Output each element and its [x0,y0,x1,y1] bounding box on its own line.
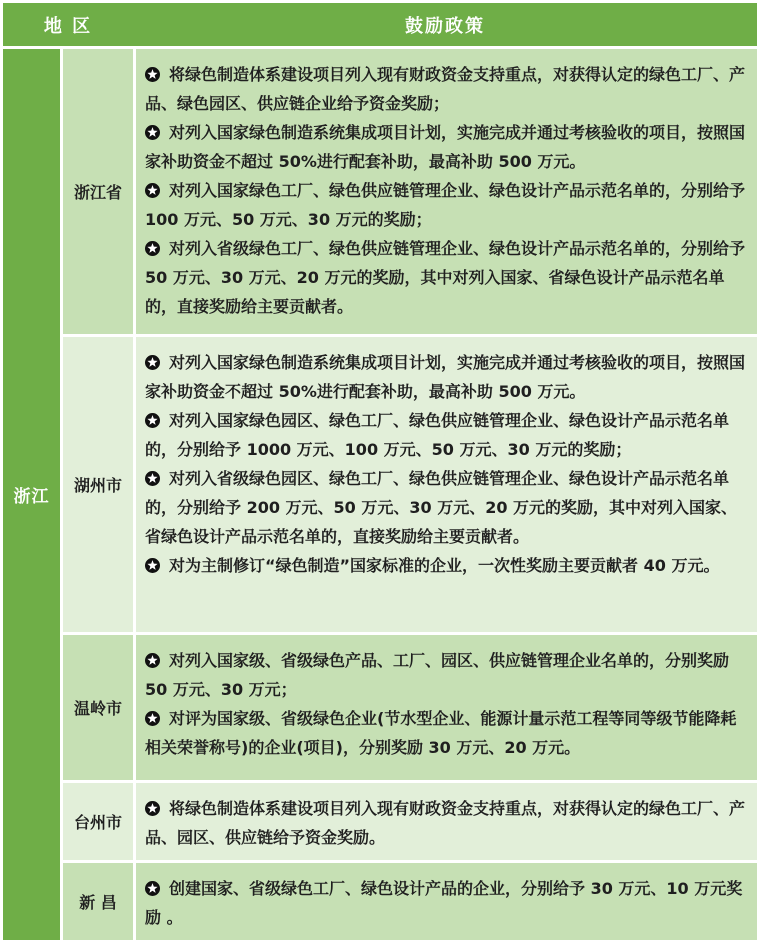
star-in-circle-bullet-icon [145,60,160,89]
policy-cell [136,635,757,780]
city-cell: 浙江省 [63,49,133,334]
policy-cell [136,337,757,632]
header-region-label: 地 区 [43,15,93,37]
policy-text: 对列入省级绿色园区、绿色工厂、绿色供应链管理企业、绿色设计产品示范名单的，分别给予 200 万元、50 万元、30 万元、20 万元的奖励，其中对列入国家、省绿色设计产品示范名单的，直接奖励给主要贡献者。 [145,469,738,546]
city-cell: 湖州市 [63,337,133,632]
header-policy-label: 鼓励政策 [405,15,485,37]
star-in-circle-bullet-icon [145,794,160,823]
policy-item [145,60,747,118]
policy-text: 将绿色制造体系建设项目列入现有财政资金支持重点，对获得认定的绿色工厂、产品、绿色园区、供应链企业给予资金奖励； [145,65,746,113]
policy-item [145,348,747,406]
table-row [63,863,757,940]
policy-text: 对列入国家级、省级绿色产品、工厂、园区、供应链管理企业名单的，分别奖励 50 万元、30 万元； [145,651,730,699]
city-cell: 温岭市 [63,635,133,780]
province-cell: 浙江 [3,49,60,940]
policy-text: 将绿色制造体系建设项目列入现有财政资金支持重点，对获得认定的绿色工厂、产品、园区、供应链给予资金奖励。 [145,799,746,847]
star-in-circle-bullet-icon [145,118,160,147]
table-body [3,49,757,940]
star-in-circle-bullet-icon [145,646,160,675]
policy-text: 对列入国家绿色制造系统集成项目计划，实施完成并通过考核验收的项目，按照国家补助资金不超过 50%进行配套补助，最高补助 500 万元。 [145,353,746,401]
city-cell: 新 昌 [63,863,133,940]
policy-item [145,874,747,932]
policy-cell [136,783,757,860]
policy-text: 对为主制修订“绿色制造”国家标准的企业，一次性奖励主要贡献者 40 万元。 [169,556,720,575]
star-in-circle-bullet-icon [145,234,160,263]
policy-text: 对评为国家级、省级绿色企业(节水型企业、能源计量示范工程等同等级节能降耗相关荣誉称号)的企业(项目)，分别奖励 30 万元、20 万元。 [145,709,737,757]
table-header-row [3,3,757,46]
policy-cell [136,49,757,334]
policy-text: 创建国家、省级绿色工厂、绿色设计产品的企业，分别给予 30 万元、10 万元奖励 。 [145,879,743,927]
city-rows-container [63,49,757,940]
policy-text: 对列入国家绿色制造系统集成项目计划，实施完成并通过考核验收的项目，按照国家补助资金不超过 50%进行配套补助，最高补助 500 万元。 [145,123,746,171]
policy-cell [136,863,757,940]
star-in-circle-bullet-icon [145,551,160,580]
table-row [63,337,757,632]
star-in-circle-bullet-icon [145,704,160,733]
policy-text: 对列入省级绿色工厂、绿色供应链管理企业、绿色设计产品示范名单的，分别给予 50 万元、30 万元、20 万元的奖励，其中对列入国家、省绿色设计产品示范名单的，直接奖励给主要贡献者。 [145,239,746,316]
table-row [63,49,757,334]
table-row [63,635,757,780]
policy-item [145,464,747,551]
star-in-circle-bullet-icon [145,874,160,903]
star-in-circle-bullet-icon [145,176,160,205]
policy-item [145,704,747,762]
star-in-circle-bullet-icon [145,348,160,377]
policy-item [145,234,747,321]
policy-item [145,406,747,464]
star-in-circle-bullet-icon [145,406,160,435]
policy-item [145,551,747,580]
city-cell: 台州市 [63,783,133,860]
star-in-circle-bullet-icon [145,464,160,493]
policy-item [145,794,747,852]
policy-text: 对列入国家绿色工厂、绿色供应链管理企业、绿色设计产品示范名单的，分别给予 100 万元、50 万元、30 万元的奖励； [145,181,746,229]
policy-item [145,176,747,234]
policy-item [145,646,747,704]
policy-item [145,118,747,176]
table-row [63,783,757,860]
policy-text: 对列入国家绿色园区、绿色工厂、绿色供应链管理企业、绿色设计产品示范名单的，分别给予 1000 万元、100 万元、50 万元、30 万元的奖励； [145,411,730,459]
